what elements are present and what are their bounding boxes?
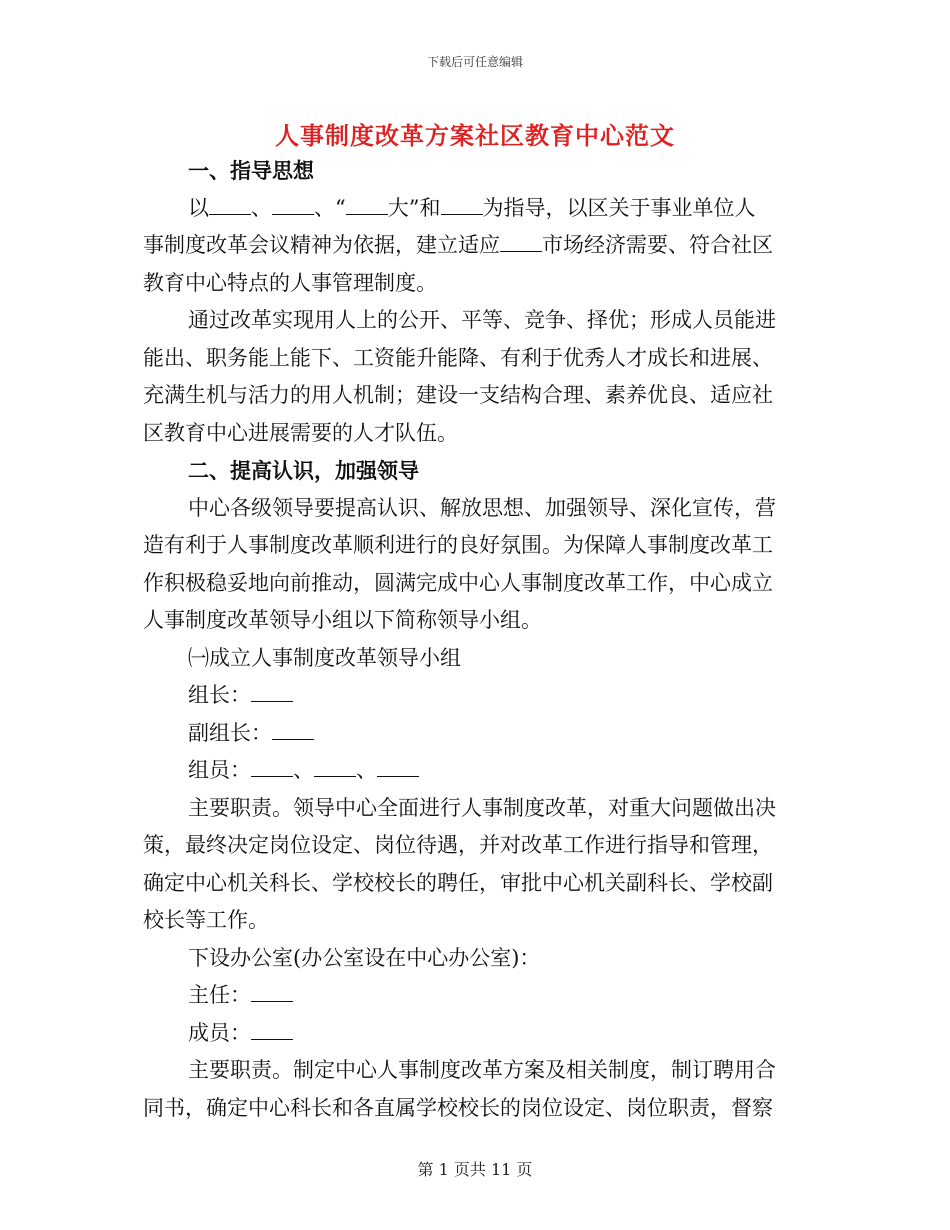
member-blank bbox=[377, 758, 419, 777]
paragraph-4-line-4: 校长等工作。 bbox=[143, 908, 269, 932]
paragraph-1-line-3: 教育中心特点的人事管理制度。 bbox=[143, 270, 437, 295]
paragraph-2-line-2: 能出、职务能上能下、工资能升能降、有利于优秀人才成长和进展、 bbox=[143, 345, 773, 370]
members-label: 组员： bbox=[188, 758, 251, 782]
section-heading-1: 一、指导思想 bbox=[188, 158, 314, 183]
header-note: 下载后可任意编辑 bbox=[426, 55, 523, 69]
paragraph-4-line-2: 策，最终决定岗位设定、岗位待遇，并对改革工作进行指导和管理， bbox=[143, 833, 773, 857]
director-blank bbox=[251, 983, 293, 1002]
text: 大”和 bbox=[387, 195, 441, 220]
paragraph-5-line-2: 同书，确定中心科长和各直属学校校长的岗位设定、岗位职责，督察 bbox=[143, 1095, 773, 1120]
separator: 、 bbox=[293, 758, 314, 782]
director-line bbox=[143, 977, 798, 1015]
director-label: 主任： bbox=[188, 983, 251, 1007]
leader-line bbox=[143, 677, 798, 715]
section-heading-2: 二、提高认识，加强领导 bbox=[188, 458, 419, 483]
member-blank bbox=[314, 758, 356, 777]
deputy-leader-label: 副组长： bbox=[188, 720, 272, 745]
blank-field bbox=[500, 233, 542, 252]
text: 市场经济需要、符合社区 bbox=[542, 233, 773, 257]
text: 事制度改革会议精神为依据，建立适应 bbox=[143, 233, 500, 257]
paragraph-1-line-2 bbox=[143, 227, 798, 265]
text: 以 bbox=[188, 195, 209, 220]
paragraph-4-line-3: 确定中心机关科长、学校校长的聘任，审批中心机关副科长、学校副 bbox=[143, 870, 773, 895]
staff-line bbox=[143, 1015, 798, 1053]
deputy-leader-blank bbox=[272, 721, 314, 740]
paragraph-3-line-4: 人事制度改革领导小组以下简称领导小组。 bbox=[143, 608, 542, 632]
blank-field bbox=[272, 196, 314, 215]
leader-blank bbox=[251, 683, 293, 702]
staff-label: 成员： bbox=[188, 1020, 251, 1045]
deputy-leader-line bbox=[143, 715, 798, 753]
paragraph-2-line-4: 区教育中心进展需要的人才队伍。 bbox=[143, 420, 458, 445]
document-title: 人事制度改革方案社区教育中心范文 bbox=[275, 121, 675, 150]
document-body bbox=[143, 152, 798, 1127]
staff-blank bbox=[251, 1021, 293, 1040]
leader-label: 组长： bbox=[188, 683, 251, 707]
member-blank bbox=[251, 758, 293, 777]
paragraph-1-line-1 bbox=[143, 190, 798, 228]
blank-field bbox=[441, 196, 483, 215]
paragraph-3-line-2: 造有利于人事制度改革顺利进行的良好氛围。为保障人事制度改革工 bbox=[143, 533, 773, 557]
separator: 、 bbox=[356, 758, 377, 782]
blank-field bbox=[346, 196, 388, 215]
members-line bbox=[143, 752, 798, 790]
office-line: 下设办公室(办公室设在中心办公室)： bbox=[188, 945, 541, 970]
paragraph-3-line-3: 作积极稳妥地向前推动，圆满完成中心人事制度改革工作，中心成立 bbox=[143, 570, 773, 595]
blank-field bbox=[209, 196, 251, 215]
subsection-heading-1: ㈠成立人事制度改革领导小组 bbox=[188, 645, 461, 670]
text: 为指导，以区关于事业单位人 bbox=[482, 195, 756, 220]
paragraph-2-line-1: 通过改革实现用人上的公开、平等、竞争、择优；形成人员能进 bbox=[188, 308, 776, 332]
paragraph-5-line-1: 主要职责。制定中心人事制度改革方案及相关制度，制订聘用合 bbox=[188, 1058, 776, 1082]
page-footer: 第 1 页共 11 页 bbox=[417, 1160, 533, 1179]
paragraph-3-line-1: 中心各级领导要提高认识、解放思想、加强领导、深化宣传，营 bbox=[188, 495, 776, 520]
paragraph-2-line-3: 充满生机与活力的用人机制；建设一支结构合理、素养优良、适应社 bbox=[143, 383, 773, 407]
text: 、“ bbox=[314, 195, 346, 220]
paragraph-4-line-1: 主要职责。领导中心全面进行人事制度改革，对重大问题做出决 bbox=[188, 795, 776, 820]
text: 、 bbox=[251, 195, 272, 220]
